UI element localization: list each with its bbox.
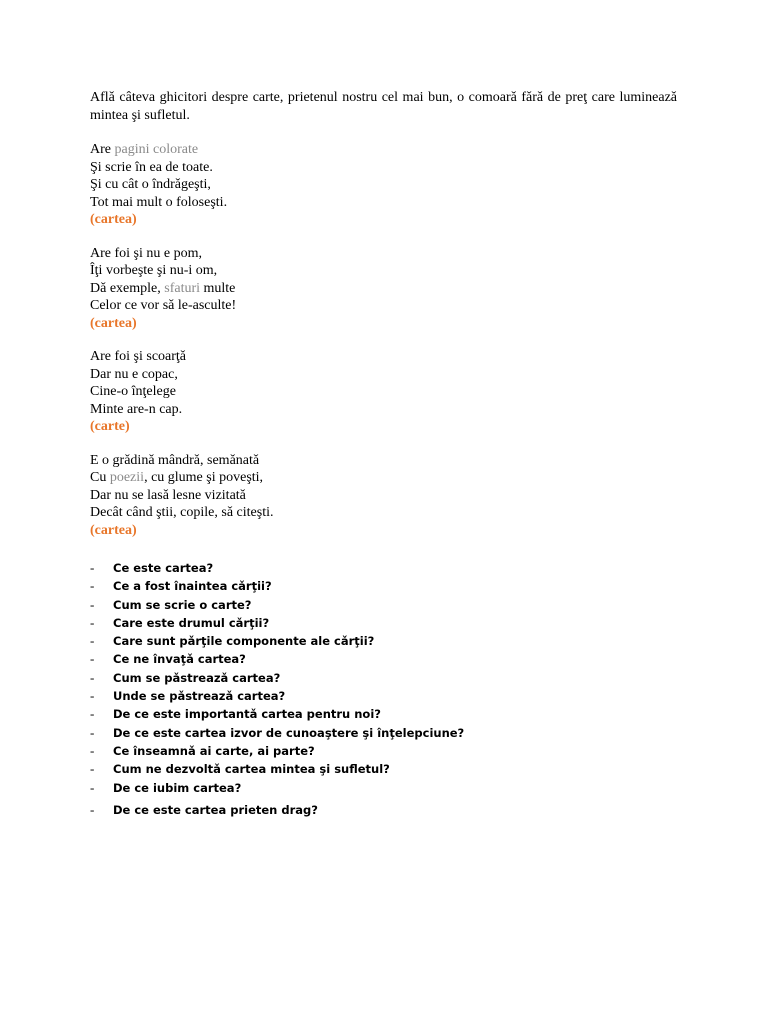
riddle-answer: (cartea) — [90, 212, 137, 227]
riddles-section — [90, 141, 677, 539]
list-dash: - — [90, 801, 95, 817]
list-dash: - — [90, 688, 95, 704]
question-text: De ce iubim cartea? — [113, 780, 242, 795]
riddle-line — [90, 452, 677, 470]
riddle-line — [90, 504, 677, 522]
riddle-text: Şi scrie în ea de toate. — [90, 159, 213, 175]
question-item — [90, 669, 677, 687]
question-item — [90, 779, 677, 797]
question-item — [90, 559, 677, 577]
question-item — [90, 760, 677, 778]
riddle-line — [90, 383, 677, 401]
riddle-text: Cu — [90, 470, 110, 485]
question-text: De ce este importantǎ cartea pentru noi? — [113, 707, 381, 722]
riddle-line — [90, 262, 677, 280]
document-page — [90, 89, 677, 819]
riddle-line — [90, 366, 677, 384]
riddle-text: Dar nu e copac, — [90, 366, 178, 382]
list-dash: - — [90, 742, 95, 758]
question-item — [90, 724, 677, 742]
question-text: Ce ne învaţǎ cartea? — [113, 652, 246, 667]
riddle-line — [90, 141, 677, 159]
list-dash: - — [90, 724, 95, 740]
riddle-text: Îţi vorbeşte şi nu-i om, — [90, 263, 218, 278]
riddle-text: Tot mai mult o foloseşti. — [90, 194, 228, 210]
question-text: Cum se pǎstreazǎ cartea? — [113, 670, 281, 685]
riddle-block — [90, 245, 677, 333]
question-item — [90, 614, 677, 632]
question-text: Care este drumul cǎrţii? — [113, 615, 270, 630]
riddle-answer: (cartea) — [90, 315, 137, 331]
riddle-line — [90, 159, 677, 177]
riddle-text: Dar nu se lasǎ lesne vizitatǎ — [90, 487, 246, 503]
list-dash: - — [90, 596, 95, 612]
riddle-text: Şi cu cât o îndrǎgeşti, — [90, 177, 211, 192]
question-text: Cum ne dezvoltǎ cartea mintea şi sufletul? — [113, 762, 390, 777]
riddle-line — [90, 297, 677, 315]
list-dash: - — [90, 578, 95, 594]
question-text: Care sunt pǎrţile componente ale cǎrţii? — [113, 634, 375, 649]
list-dash: - — [90, 560, 95, 575]
list-dash: - — [90, 761, 95, 777]
list-dash: - — [90, 706, 95, 722]
riddle-answer: (cartea) — [90, 522, 137, 538]
riddle-text: Minte are-n cap. — [90, 401, 183, 417]
question-item — [90, 801, 677, 819]
question-item — [90, 742, 677, 760]
riddle-line — [90, 194, 677, 212]
question-item — [90, 596, 677, 614]
riddle-highlight-text: poezii — [109, 470, 145, 485]
list-dash: - — [90, 614, 95, 630]
riddle-line — [90, 348, 677, 366]
riddle-highlight-text: sfaturi — [164, 280, 201, 296]
question-text: Unde se pǎstreazǎ cartea? — [113, 689, 286, 704]
riddle-text: Are foi şi scoarţǎ — [90, 349, 187, 364]
riddle-line — [90, 176, 677, 194]
question-text: De ce este cartea prieten drag? — [113, 802, 318, 817]
question-text: Ce înseamnǎ ai carte, ai parte? — [113, 743, 315, 758]
riddle-block — [90, 452, 677, 540]
question-item — [90, 705, 677, 723]
list-dash: - — [90, 779, 95, 795]
riddle-line — [90, 487, 677, 505]
list-dash: - — [90, 633, 95, 649]
question-text: Cum se scrie o carte? — [113, 597, 252, 612]
intro-paragraph: Aflǎ câteva ghicitori despre carte, prietenul nostru cel mai bun, o comoarǎ fǎrǎ de preţ care lumineazǎ mintea şi sufletul. — [90, 90, 677, 123]
riddle-text: Are — [90, 142, 115, 157]
riddle-block — [90, 348, 677, 436]
riddle-text: E o grǎdinǎ mândrǎ, semǎnatǎ — [90, 452, 260, 468]
question-item — [90, 632, 677, 650]
list-dash: - — [90, 651, 95, 667]
riddle-line — [90, 469, 677, 487]
riddle-line — [90, 401, 677, 419]
riddle-text: , cu glume şi poveşti, — [144, 470, 264, 485]
riddle-line — [90, 245, 677, 263]
question-item — [90, 577, 677, 595]
riddle-block — [90, 141, 677, 229]
riddle-text: Celor ce vor sǎ le-asculte! — [90, 298, 237, 313]
riddle-line — [90, 280, 677, 298]
question-item — [90, 687, 677, 705]
questions-list — [90, 559, 677, 819]
question-text: Ce este cartea? — [113, 561, 214, 575]
question-item — [90, 650, 677, 668]
riddle-text: Cine-o înţelege — [90, 384, 176, 399]
question-text: De ce este cartea izvor de cunoaştere şi înţelepciune? — [113, 725, 465, 740]
riddle-text: multe — [200, 280, 236, 296]
riddle-text: Decât când ştii, copile, sǎ citeşti. — [90, 505, 274, 520]
question-text: Ce a fost înaintea cǎrţii? — [113, 579, 272, 594]
riddle-highlight-text: pagini colorate — [114, 142, 199, 157]
riddle-text: Are foi şi nu e pom, — [90, 245, 202, 261]
list-dash: - — [90, 669, 95, 685]
riddle-answer: (carte) — [90, 419, 130, 434]
riddle-text: Dǎ exemple, — [90, 280, 165, 296]
